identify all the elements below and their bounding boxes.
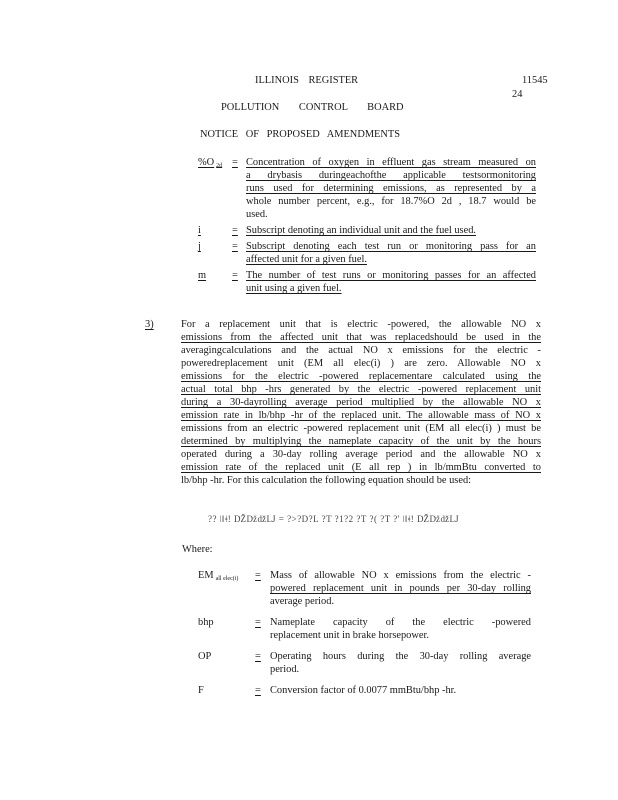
definition-text-line: powered replacement unit in pounds per 30-day rolling	[270, 583, 531, 594]
equals-sign: =	[232, 157, 238, 168]
paragraph-line: determined by multiplying the nameplate capacity of the unit by the hours	[181, 436, 541, 447]
definition-text-line: Nameplate capacity of the electric -powered	[270, 617, 531, 628]
definition-text-line: affected unit for a given fuel.	[246, 254, 367, 265]
definition-text-line: runs used for determining emissions, as represented by a	[246, 183, 536, 194]
paragraph-line: operated during a 30-day rolling average period and the allowable NO x	[181, 449, 541, 460]
issue-number: 24	[512, 89, 523, 100]
page-number: 11545	[522, 75, 548, 86]
definition-symbol: EM $_{all elec(i)}$	[198, 570, 239, 582]
paragraph-line: emission rate in lb/bhp -hr of the replaced unit. The allowable mass of NO x	[181, 410, 541, 421]
definition-text-line: used.	[246, 209, 268, 220]
definition-text-line: whole number percent, e.g., for 18.7%O 2d , 18.7 would be	[246, 196, 536, 207]
definition-symbol: i	[198, 225, 201, 236]
equation: ?? ǀǁǂǃ ǄǅǆǇ = ?>?D?L ?T ?1?2 ?T ?( ?T ?' ǀǁǂǃ ǄǅǆǇ	[208, 514, 459, 524]
definition-text-line: Concentration of oxygen in effluent gas stream measured on	[246, 157, 536, 168]
definition-text-line: replacement unit in brake horsepower.	[270, 630, 429, 641]
equals-sign: =	[255, 685, 261, 696]
equals-sign: =	[255, 617, 261, 628]
item3-paragraph	[181, 318, 541, 487]
equals-sign: =	[232, 241, 238, 252]
definition-symbol: OP	[198, 651, 212, 662]
paragraph-line: emissions from an electric -powered replacement unit (EM all elec(i) ) must be	[181, 423, 541, 434]
definition-symbol: bhp	[198, 617, 214, 628]
definition-symbol: j	[198, 241, 201, 252]
definition-text-line: period.	[270, 664, 300, 675]
where-label: Where:	[182, 544, 213, 555]
definition-symbol: %O $_{2d}$	[198, 157, 223, 169]
notice-title: NOTICE OF PROPOSED AMENDMENTS	[200, 129, 401, 140]
definition-text-line: Mass of allowable NO x emissions from the electric -	[270, 570, 531, 581]
paragraph-line: emission rate of the replaced unit (E all rep ) in lb/mmBtu converted to	[181, 462, 541, 473]
definition-text-line: Subscript denoting an individual unit and the fuel used.	[246, 225, 476, 236]
definition-text-line: unit using a given fuel.	[246, 283, 342, 294]
definition-text-line: a drybasis duringeachofthe applicable testsormonitoring	[246, 170, 536, 181]
paragraph-line: lb/bhp -hr. For this calculation the following equation should be used:	[181, 475, 472, 486]
item-number: 3)	[145, 319, 154, 330]
paragraph-line: poweredreplacement unit (EM all elec(i) ) are zero. Allowable NO x	[181, 358, 541, 369]
definition-subscript: 2d	[216, 163, 223, 169]
paragraph-line: emissions from the affected unit that was replacedshould be used in the	[181, 332, 541, 343]
equals-sign: =	[232, 270, 238, 281]
definition-symbol: m	[198, 270, 207, 281]
definition-subscript: all elec(i)	[215, 576, 239, 582]
definition-symbol: F	[198, 685, 204, 696]
equals-sign: =	[255, 651, 261, 662]
paragraph-line: actual total bhp -hrs generated by the electric -powered replacement unit	[181, 384, 541, 395]
definition-text-line: The number of test runs or monitoring passes for an affected	[246, 270, 536, 281]
definition-text-line: Conversion factor of 0.0077 mmBtu/bhp -hr.	[270, 685, 457, 696]
definition-text-line: Subscript denoting each test run or monitoring pass for an	[246, 241, 536, 252]
definition-text-line: Operating hours during the 30-day rolling average	[270, 651, 531, 662]
paragraph-line: For a replacement unit that is electric -powered, the allowable NO x	[181, 319, 541, 330]
definition-text-line: average period.	[270, 596, 335, 607]
board-title: POLLUTION CONTROL BOARD	[221, 102, 404, 113]
paragraph-line: during a 30-dayrolling average period multiplied by the allowable NO x	[181, 397, 541, 408]
paragraph-line: emissions for the electric -powered replacementare calculated using the	[181, 371, 541, 382]
equals-sign: =	[255, 570, 261, 581]
equals-sign: =	[232, 225, 238, 236]
paragraph-line: averagingcalculations and the actual NO x emissions for the electric -	[181, 345, 541, 356]
register-title: ILLINOIS REGISTER	[255, 75, 359, 86]
